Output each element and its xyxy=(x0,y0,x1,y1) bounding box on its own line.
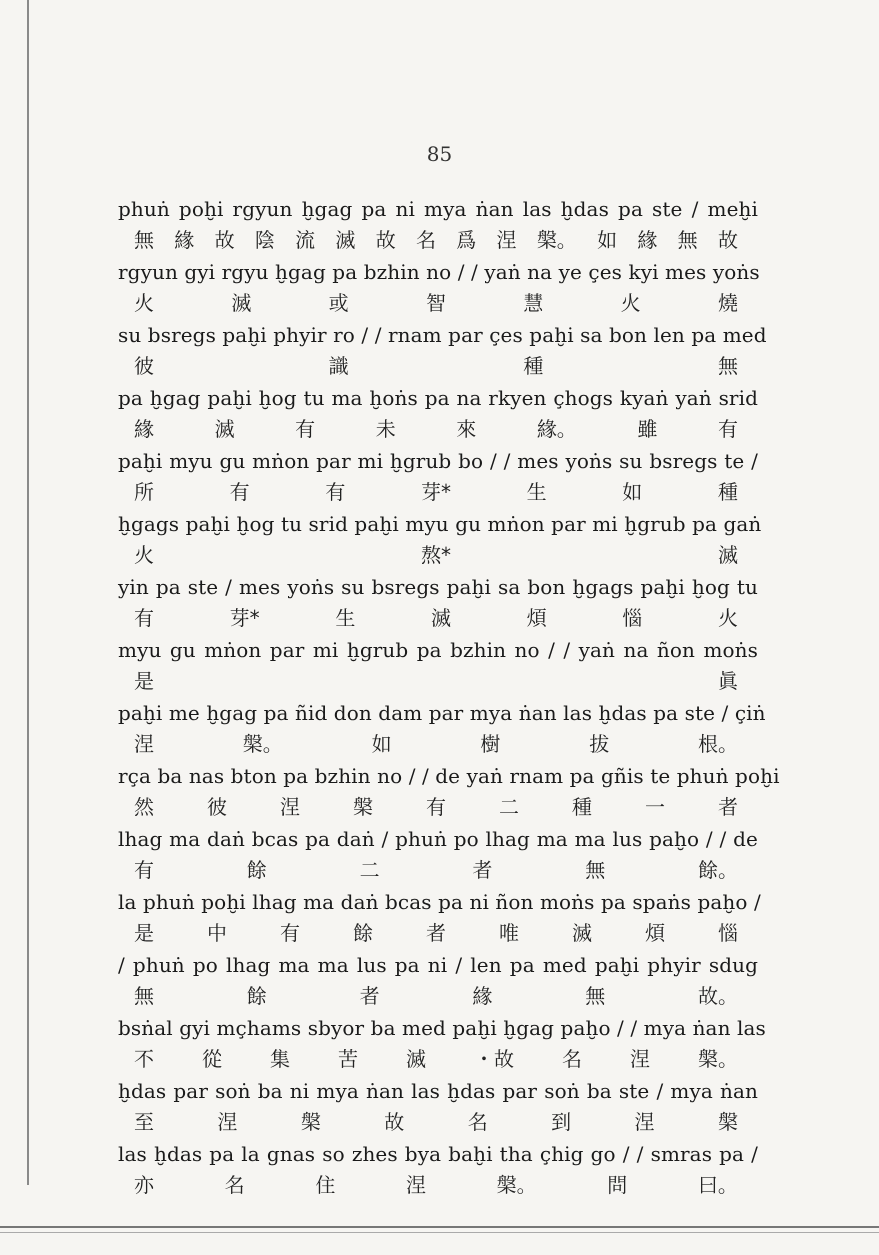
chinese-character: 槃。 xyxy=(242,732,283,756)
chinese-line xyxy=(118,604,758,633)
chinese-character: 從 xyxy=(202,1047,222,1071)
tibetan-line: ḫdas par soṅ ba ni mya ṅan las ḫdas par soṅ ba ste / mya ṅan xyxy=(118,1079,758,1103)
chinese-character: 者 xyxy=(359,984,380,1008)
chinese-character: 槃 xyxy=(353,795,373,819)
chinese-character: 種 xyxy=(523,354,544,378)
chinese-line xyxy=(118,919,758,948)
line-block xyxy=(118,948,758,1011)
tibetan-line: lhag ma daṅ bcas pa daṅ / phuṅ po lhag ma ma lus paḫo / / de xyxy=(118,827,758,851)
chinese-character: 有 xyxy=(280,921,300,945)
chinese-character: 一 xyxy=(645,795,665,819)
chinese-character: 識 xyxy=(328,354,349,378)
chinese-character: 二 xyxy=(359,858,380,882)
chinese-character: 有 xyxy=(717,417,738,441)
chinese-character: 者 xyxy=(426,921,446,945)
chinese-character: 無 xyxy=(585,858,606,882)
tibetan-line: rgyun gyi rgyu ḫgag pa bzhin no / / yaṅ na ye çes kyi mes yoṅs xyxy=(118,260,760,284)
tibetan-line: paḫi me ḫgag pa ñid don dam par mya ṅan las ḫdas pa ste / çiṅ xyxy=(118,701,766,725)
tibetan-line: phuṅ poḫi rgyun ḫgag pa ni mya ṅan las ḫdas pa ste / meḫi xyxy=(118,197,758,221)
bottom-rule xyxy=(0,1226,879,1228)
chinese-line xyxy=(118,793,758,822)
chinese-character: 來 xyxy=(456,417,477,441)
chinese-character: 餘 xyxy=(246,858,267,882)
chinese-character: 種 xyxy=(572,795,592,819)
chinese-character: 故 xyxy=(717,228,738,252)
chinese-character: 到 xyxy=(551,1110,572,1134)
chinese-character: 芽* xyxy=(420,480,451,504)
line-block xyxy=(118,822,758,885)
chinese-character: 緣。 xyxy=(536,417,577,441)
chinese-character: 無 xyxy=(717,354,738,378)
tibetan-line: bsṅal gyi mçhams sbyor ba med paḫi ḫgag paḫo / / mya ṅan las xyxy=(118,1016,766,1040)
chinese-character: 火 xyxy=(134,291,154,315)
line-block xyxy=(118,1011,766,1074)
line-block xyxy=(118,1074,758,1137)
chinese-character: 或 xyxy=(328,291,349,315)
chinese-character: 滅 xyxy=(406,1047,426,1071)
chinese-character: 智 xyxy=(425,291,446,315)
chinese-character: 名 xyxy=(467,1110,488,1134)
chinese-character: 滅 xyxy=(214,417,235,441)
tibetan-line: pa ḫgag paḫi ḫog tu ma ḫoṅs pa na rkyen çhogs kyaṅ yaṅ srid xyxy=(118,386,758,410)
chinese-character: 生 xyxy=(526,480,547,504)
chinese-character: 故 xyxy=(375,228,396,252)
chinese-line xyxy=(118,541,758,570)
chinese-character: ・故 xyxy=(474,1047,514,1071)
chinese-line xyxy=(118,982,758,1011)
chinese-line xyxy=(118,1045,758,1074)
chinese-character: 槃。 xyxy=(536,228,577,252)
chinese-character: 眞 xyxy=(718,669,738,693)
tibetan-line: yin pa ste / mes yoṅs su bsregs paḫi sa bon ḫgags paḫi ḫog tu xyxy=(118,575,758,599)
chinese-character: 名 xyxy=(562,1047,582,1071)
chinese-character: 緣 xyxy=(637,228,658,252)
chinese-character: 涅 xyxy=(134,732,154,756)
chinese-character: 無 xyxy=(677,228,698,252)
chinese-character: 名 xyxy=(415,228,436,252)
chinese-character: 無 xyxy=(134,984,154,1008)
chinese-line xyxy=(118,1108,758,1137)
chinese-character: 彼 xyxy=(207,795,227,819)
chinese-character: 如 xyxy=(597,228,618,252)
chinese-character: 滅 xyxy=(335,228,356,252)
chinese-character: 熬* xyxy=(421,543,451,567)
chinese-character: 滅 xyxy=(231,291,252,315)
chinese-character: 慧 xyxy=(523,291,544,315)
chinese-character: 唯 xyxy=(499,921,519,945)
chinese-character: 緣 xyxy=(472,984,493,1008)
chinese-character: 惱 xyxy=(718,921,738,945)
chinese-character: 至 xyxy=(134,1110,154,1134)
chinese-character: 槃 xyxy=(300,1110,321,1134)
chinese-character: 滅 xyxy=(718,543,738,567)
chinese-character: 惱 xyxy=(622,606,643,630)
chinese-character: 火 xyxy=(620,291,641,315)
chinese-character: 二 xyxy=(499,795,519,819)
tibetan-line: paḫi myu gu mṅon par mi ḫgrub bo / / mes yoṅs su bsregs te / xyxy=(118,449,758,473)
chinese-character: 爲 xyxy=(456,228,477,252)
chinese-character: 燒 xyxy=(717,291,738,315)
chinese-character: 有 xyxy=(134,606,154,630)
chinese-character: 所 xyxy=(134,480,154,504)
chinese-character: 故。 xyxy=(697,984,738,1008)
chinese-character: 住 xyxy=(315,1173,336,1197)
chinese-character: 是 xyxy=(134,669,154,693)
tibetan-line: la phuṅ poḫi lhag ma daṅ bcas pa ni ñon moṅs pa spaṅs paḫo / xyxy=(118,890,761,914)
chinese-character: 亦 xyxy=(134,1173,154,1197)
chinese-character: 有 xyxy=(426,795,446,819)
chinese-line xyxy=(118,856,758,885)
chinese-character: 槃 xyxy=(717,1110,738,1134)
chinese-character: 煩 xyxy=(526,606,547,630)
chinese-character: 火 xyxy=(134,543,154,567)
chinese-character: 問 xyxy=(607,1173,628,1197)
line-block xyxy=(118,1137,758,1200)
chinese-character: 無 xyxy=(134,228,154,252)
chinese-character: 煩 xyxy=(645,921,665,945)
chinese-character: 然 xyxy=(134,795,154,819)
line-block xyxy=(118,192,758,255)
chinese-character: 中 xyxy=(207,921,227,945)
chinese-character: 有 xyxy=(295,417,316,441)
chinese-character: 種 xyxy=(717,480,738,504)
chinese-character: 滅 xyxy=(572,921,592,945)
line-block xyxy=(118,885,761,948)
chinese-line xyxy=(118,415,758,444)
chinese-character: 有 xyxy=(325,480,346,504)
chinese-character: 涅 xyxy=(217,1110,238,1134)
chinese-character: 彼 xyxy=(134,354,154,378)
chinese-character: 集 xyxy=(270,1047,290,1071)
tibetan-line: las ḫdas pa la gnas so zhes bya baḫi tha çhig go / / smras pa / xyxy=(118,1142,758,1166)
chinese-character: 故 xyxy=(214,228,235,252)
chinese-character: 陰 xyxy=(254,228,275,252)
line-block xyxy=(118,444,758,507)
chinese-line xyxy=(118,352,758,381)
chinese-character: 涅 xyxy=(405,1173,426,1197)
chinese-character: 槃。 xyxy=(496,1173,537,1197)
chinese-character: 生 xyxy=(335,606,356,630)
chinese-character: 緣 xyxy=(134,417,154,441)
chinese-character: 不 xyxy=(134,1047,154,1071)
chinese-character: 餘 xyxy=(353,921,373,945)
chinese-character: 流 xyxy=(295,228,316,252)
line-block xyxy=(118,507,762,570)
chinese-character: 有 xyxy=(134,858,154,882)
chinese-line xyxy=(118,1171,758,1200)
chinese-character: 故 xyxy=(384,1110,405,1134)
chinese-character: 餘。 xyxy=(697,858,738,882)
chinese-character: 名 xyxy=(224,1173,245,1197)
chinese-character: 者 xyxy=(472,858,493,882)
chinese-line xyxy=(118,478,758,507)
tibetan-line: rça ba nas bton pa bzhin no / / de yaṅ rnam pa gñis te phuṅ poḫi xyxy=(118,764,780,788)
chinese-character: 涅 xyxy=(496,228,517,252)
chinese-line xyxy=(118,226,758,255)
chinese-character: 如 xyxy=(622,480,643,504)
line-block xyxy=(118,318,767,381)
chinese-character: 拔 xyxy=(589,732,610,756)
chinese-character: 緣 xyxy=(174,228,195,252)
chinese-character: 者 xyxy=(718,795,738,819)
chinese-character: 芽* xyxy=(229,606,260,630)
chinese-character: 有 xyxy=(229,480,250,504)
chinese-character: 雖 xyxy=(637,417,658,441)
tibetan-line: myu gu mṅon par mi ḫgrub pa bzhin no / / yaṅ na ñon moṅs xyxy=(118,638,758,662)
tibetan-line: ḫgags paḫi ḫog tu srid paḫi myu gu mṅon par mi ḫgrub pa gaṅ xyxy=(118,512,762,536)
chinese-character: 根。 xyxy=(697,732,738,756)
line-block xyxy=(118,696,766,759)
page-number: 85 xyxy=(426,142,453,166)
chinese-character: 未 xyxy=(375,417,396,441)
bottom-rule-secondary xyxy=(0,1232,879,1233)
chinese-line xyxy=(118,730,758,759)
line-block xyxy=(118,570,758,633)
chinese-character: 樹 xyxy=(480,732,501,756)
chinese-character: 槃。 xyxy=(698,1047,738,1071)
line-block xyxy=(118,633,758,696)
tibetan-line: / phuṅ po lhag ma ma lus pa ni / len pa med paḫi phyir sdug xyxy=(118,953,758,977)
text-body xyxy=(118,192,780,1200)
chinese-character: 曰。 xyxy=(697,1173,738,1197)
chinese-character: 是 xyxy=(134,921,154,945)
chinese-line xyxy=(118,289,758,318)
line-block xyxy=(118,255,758,318)
chinese-character: 無 xyxy=(585,984,606,1008)
chinese-character: 苦 xyxy=(338,1047,358,1071)
line-block xyxy=(118,759,780,822)
left-margin-rule xyxy=(27,0,29,1185)
chinese-character: 餘 xyxy=(246,984,267,1008)
chinese-character: 如 xyxy=(371,732,392,756)
line-block xyxy=(118,381,758,444)
chinese-character: 涅 xyxy=(280,795,300,819)
chinese-character: 涅 xyxy=(634,1110,655,1134)
chinese-line xyxy=(118,667,758,696)
tibetan-line: su bsregs paḫi phyir ro / / rnam par çes paḫi sa bon len pa med xyxy=(118,323,767,347)
chinese-character: 滅 xyxy=(430,606,451,630)
chinese-character: 火 xyxy=(717,606,738,630)
chinese-character: 涅 xyxy=(630,1047,650,1071)
